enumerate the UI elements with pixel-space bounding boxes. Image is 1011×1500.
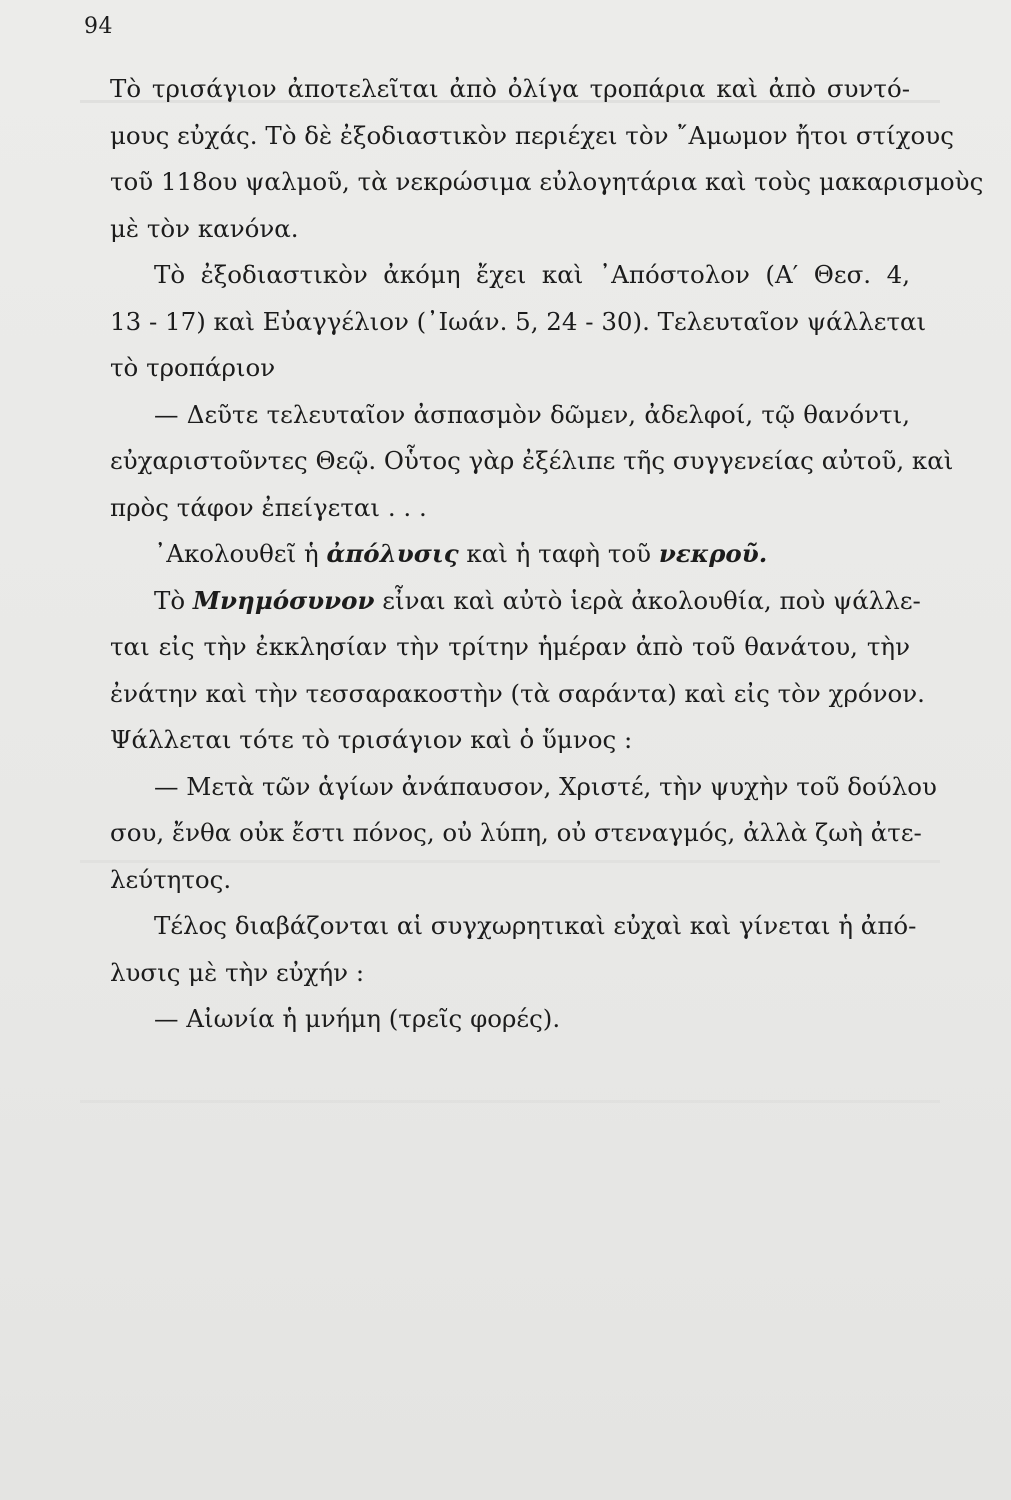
text-line xyxy=(110,717,910,764)
text-line xyxy=(110,206,910,253)
text-line xyxy=(110,159,984,206)
text-run: καὶ ἡ ταφὴ τοῦ xyxy=(458,539,659,568)
bleed-through-shadow xyxy=(80,1100,940,1103)
text-line xyxy=(110,438,954,485)
text-run: — Μετὰ τῶν ἁγίων ἀνάπαυσον, Χριστέ, τὴν ψυχὴν τοῦ δούλου xyxy=(154,771,937,801)
text-line xyxy=(110,810,922,857)
text-run: λεύτητος. xyxy=(110,864,232,894)
text-line xyxy=(110,113,954,160)
text-run: Τὸ ἐξοδιαστικὸν ἀκόμη ἔχει καὶ ᾿Απόστολον (Α′ Θεσ. 4, xyxy=(154,260,910,289)
text-run: Τέλος διαβάζονται αἱ συγχωρητικαὶ εὐχαὶ καὶ γίνεται ἡ ἀπό- xyxy=(154,911,917,940)
text-line xyxy=(110,950,910,997)
text-run: ᾿Ακολουθεῖ ἡ xyxy=(154,539,327,568)
text-line xyxy=(110,624,910,671)
text-run: Ψάλλεται τότε τὸ τρισάγιον καὶ ὁ ὕμνος : xyxy=(110,725,633,754)
text-line xyxy=(110,578,921,625)
text-run: 13 - 17) καὶ Εὐαγγέλιον (᾿Ιωάν. 5, 24 - 30). Τελευταῖον ψάλλεται xyxy=(110,306,927,336)
text-line xyxy=(110,857,910,904)
text-line xyxy=(110,66,910,113)
text-run: ται εἰς τὴν ἐκκλησίαν τὴν τρίτην ἡμέραν ἀπὸ τοῦ θανάτου, τὴν xyxy=(110,632,910,661)
text-run: τοῦ 118ου ψαλμοῦ, τὰ νεκρώσιμα εὐλογητάρια καὶ τοὺς μακαρισμοὺς xyxy=(110,167,984,196)
text-run: λυσις μὲ τὴν εὐχήν : xyxy=(110,957,365,987)
text-line xyxy=(110,345,910,392)
text-run: σου, ἔνθα οὐκ ἔστι πόνος, οὐ λύπη, οὐ στεναγμός, ἀλλὰ ζωὴ ἀτε- xyxy=(110,818,922,847)
emphasized-term: νεκροῦ. xyxy=(658,539,768,568)
body-text xyxy=(110,66,984,1043)
text-run: μους εὐχάς. Τὸ δὲ ἐξοδιαστικὸν περιέχει τὸν ῎Αμωμον ἤτοι στίχους xyxy=(110,120,954,150)
text-line xyxy=(110,392,910,439)
text-run: πρὸς τάφον ἐπείγεται . . . xyxy=(110,492,427,522)
text-run: τὸ τροπάριον xyxy=(110,353,276,382)
text-run: ἐνάτην καὶ τὴν τεσσαρακοστὴν (τὰ σαράντα) καὶ εἰς τὸν χρόνον. xyxy=(110,678,925,708)
emphasized-term: ἀπόλυσις xyxy=(326,539,459,568)
text-line xyxy=(110,996,910,1043)
page-number: 94 xyxy=(84,14,113,39)
text-run: — Δεῦτε τελευταῖον ἀσπασμὸν δῶμεν, ἀδελφοί, τῷ θανόντι, xyxy=(154,399,910,429)
text-line xyxy=(110,671,925,718)
emphasized-term: Μνημόσυνον xyxy=(192,585,375,615)
text-run: εἶναι καὶ αὐτὸ ἱερὰ ἀκολουθία, ποὺ ψάλλε- xyxy=(374,585,921,615)
text-run: μὲ τὸν κανόνα. xyxy=(110,213,299,243)
text-run: εὐχαριστοῦντες Θεῷ. Οὗτος γὰρ ἐξέλιπε τῆς συγγενείας αὐτοῦ, καὶ xyxy=(110,446,954,475)
text-line xyxy=(110,903,917,950)
text-line xyxy=(110,485,910,532)
text-run: Τὸ xyxy=(154,585,193,615)
text-line xyxy=(110,252,910,299)
text-run: — Αἰωνία ἡ μνήμη (τρεῖς φορές). xyxy=(154,1004,561,1033)
text-line xyxy=(110,531,910,578)
text-run: Τὸ τρισάγιον ἀποτελεῖται ἀπὸ ὀλίγα τροπάρια καὶ ἀπὸ συντό- xyxy=(110,74,910,103)
text-line xyxy=(110,764,937,811)
text-line xyxy=(110,299,927,346)
